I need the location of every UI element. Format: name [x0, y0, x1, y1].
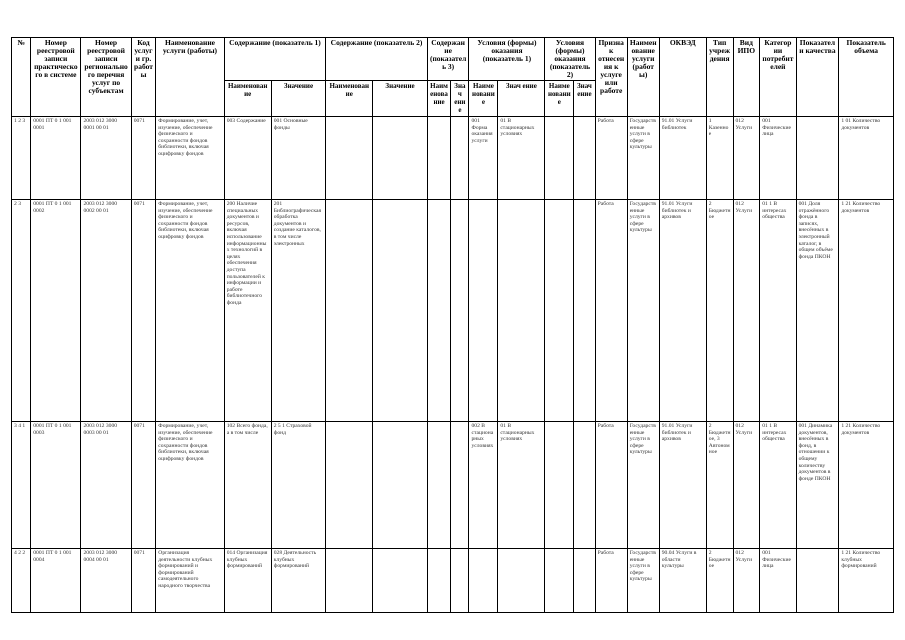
- registry-table: [11, 37, 894, 613]
- cell-okved: Государственные услуги в сфере культуры: [627, 117, 659, 200]
- cell-c2n: [326, 200, 373, 422]
- table-row: [12, 117, 894, 200]
- sub-c1-name: Наименование: [224, 81, 271, 117]
- cell-c2n: [326, 117, 373, 200]
- cell-u1n: 002 В стационарных условиях: [469, 422, 498, 549]
- cell-reg2: 2003 012 3000 0001 00 01: [81, 117, 131, 200]
- cell-c1n: 014 Организация клубных формирований: [224, 549, 271, 613]
- sub-u2-name: Наименование: [545, 81, 574, 117]
- cell-attr: Работа: [595, 422, 627, 549]
- cell-c1v: 2 5 1 Страховой фонд: [271, 422, 326, 549]
- cell-c1v: 201 Библиографическая обработка документов и создание каталогов, в том числе электронных: [271, 200, 326, 422]
- cell-quality: 001 Динамика документов, внесённых в фонд, в отношении к общему количеству документов в фонде ПКОН: [796, 422, 839, 549]
- table-row: [12, 422, 894, 549]
- sub-c3-value: Знач ение: [451, 81, 469, 117]
- table-row: [12, 200, 894, 422]
- cell-kind: 012 Услуги: [733, 117, 760, 200]
- cell-c2n: [326, 549, 373, 613]
- cell-c3v: [451, 422, 469, 549]
- cell-code: 0071: [131, 549, 156, 613]
- cell-type: 2 Бюджетное: [706, 200, 733, 422]
- cell-okved: Государственные услуги в сфере культуры: [627, 549, 659, 613]
- cell-quality: [796, 117, 839, 200]
- cell-attr: Работа: [595, 200, 627, 422]
- col-reg: Номер реестровой записи практического в системе: [31, 38, 81, 117]
- col-attr: Признак отнесения к услуге или работе: [595, 38, 627, 117]
- cell-type: 2 Бюджетное: [706, 549, 733, 613]
- cell-volume: 1 01 Количество документов: [839, 117, 894, 200]
- cell-kind: 012 Услуги: [733, 200, 760, 422]
- cell-service: Организация деятельности клубных формирований и формирований самодеятельного народного творчества: [156, 549, 224, 613]
- cell-c2v: [373, 117, 428, 200]
- cell-u1n: 001 Форма оказания услуги: [469, 117, 498, 200]
- cell-code: 0071: [131, 117, 156, 200]
- col-cond1: Условия (формы) оказания (показатель 1): [469, 38, 545, 81]
- cell-reg2: 2003 012 3000 0002 00 01: [81, 200, 131, 422]
- cell-service: Формирование, учет, изучение, обеспечение физического и сохранности фондов библиотеки, включая оцифровку фондов: [156, 422, 224, 549]
- header-row-1: [12, 38, 894, 81]
- col-content3: Содержание (показатель 3): [427, 38, 469, 81]
- cell-attr: Работа: [595, 117, 627, 200]
- col-kind: Вид ИПО: [733, 38, 760, 117]
- cell-category: 001 Физические лица: [760, 117, 796, 200]
- cell-c1n: 200 Наличие специальных документов и ресурсов, включая использование информационных технологий в целях обеспечения доступа пользователей к информации и работе библиотечного фонда: [224, 200, 271, 422]
- cell-c3n: [427, 422, 451, 549]
- cell-u2n: [545, 549, 574, 613]
- sub-u1-value: Знач ение: [498, 81, 545, 117]
- cell-c2n: [326, 422, 373, 549]
- cell-c2v: [373, 549, 428, 613]
- cell-u2n: [545, 422, 574, 549]
- cell-u1v: 01 В стационарных условиях: [498, 117, 545, 200]
- cell-reg: 0001 ПТ 0 1 001 0002: [31, 200, 81, 422]
- cell-okved2: 91.01 Услуги библиотек и архивов: [659, 422, 706, 549]
- cell-service: Формирование, учет, изучение, обеспечение физического и сохранности фондов библиотеки, включая оцифровку фондов: [156, 117, 224, 200]
- cell-quality: [796, 549, 839, 613]
- cell-okved2: 91.01 Услуги библиотек: [659, 117, 706, 200]
- cell-kind: 012 Услуги: [733, 422, 760, 549]
- cell-reg: 0001 ПТ 0 1 001 0001: [31, 117, 81, 200]
- cell-service: Формирование, учет, изучение, обеспечение физического и сохранности фондов библиотеки, включая оцифровку фондов: [156, 200, 224, 422]
- cell-u2n: [545, 117, 574, 200]
- cell-okved2: 90.04 Услуги в области культуры: [659, 549, 706, 613]
- cell-c3v: [451, 200, 469, 422]
- cell-num: 3 4 1: [12, 422, 31, 549]
- cell-c3n: [427, 549, 451, 613]
- cell-category: 01 1 В интересах общества: [760, 200, 796, 422]
- cell-c3v: [451, 549, 469, 613]
- col-num: №: [12, 38, 31, 117]
- cell-type: 1 Казенное: [706, 117, 733, 200]
- cell-c1n: 102 Всего фонда, а в том числе: [224, 422, 271, 549]
- cell-u2v: [574, 549, 595, 613]
- cell-volume: 1 21 Количество клубных формирований: [839, 549, 894, 613]
- cell-u2n: [545, 200, 574, 422]
- cell-category: 01 1 В интересах общества: [760, 422, 796, 549]
- cell-u1v: [498, 200, 545, 422]
- cell-type: 2 Бюджетное, 3 Автономное: [706, 422, 733, 549]
- cell-u2v: [574, 200, 595, 422]
- cell-okved2: 91.01 Услуги библиотек и архивов: [659, 200, 706, 422]
- cell-u2v: [574, 117, 595, 200]
- sub-u2-value: Знач ение: [574, 81, 595, 117]
- cell-c1v: 028 Деятельность клубных формирований: [271, 549, 326, 613]
- cell-volume: 1 21 Количество документов: [839, 200, 894, 422]
- col-code: Код услуги гр. работы: [131, 38, 156, 117]
- cell-c1v: 001 Основные фонды: [271, 117, 326, 200]
- cell-reg: 0001 ПТ 0 1 001 0004: [31, 549, 81, 613]
- col-content2: Содержание (показатель 2): [326, 38, 428, 81]
- col-quality: Показатели качества: [796, 38, 839, 117]
- cell-category: 001 Физические лица: [760, 549, 796, 613]
- sub-u1-name: Наименование: [469, 81, 498, 117]
- table-row: [12, 549, 894, 613]
- cell-c3n: [427, 117, 451, 200]
- col-service: Наименование услуги (работы): [156, 38, 224, 117]
- sub-c1-value: Значение: [271, 81, 326, 117]
- cell-num: 2 3: [12, 200, 31, 422]
- cell-u1v: [498, 549, 545, 613]
- col-okved2: ОКВЭД: [659, 38, 706, 117]
- cell-code: 0071: [131, 422, 156, 549]
- cell-c2v: [373, 200, 428, 422]
- cell-reg2: 2003 012 3000 0003 00 01: [81, 422, 131, 549]
- cell-quality: 001 Доля отражённого фонда в записях, внесённых в электронный каталог, в общем объёме фонда ПКОН: [796, 200, 839, 422]
- cell-u2v: [574, 422, 595, 549]
- cell-kind: 012 Услуги: [733, 549, 760, 613]
- cell-u1n: [469, 200, 498, 422]
- col-type: Тип учреждения: [706, 38, 733, 117]
- sub-c3-name: Наименование: [427, 81, 451, 117]
- col-reg2: Номер реестровой записи регионального перечня услуг по субъектам: [81, 38, 131, 117]
- cell-u1v: 01 В стационарных условиях: [498, 422, 545, 549]
- cell-num: 1 2 3: [12, 117, 31, 200]
- col-okved: Наименование услуги (работы): [627, 38, 659, 117]
- col-cond2: Условия (формы) оказания (показатель 2): [545, 38, 595, 81]
- cell-u1n: [469, 549, 498, 613]
- col-volume: Показатель объема: [839, 38, 894, 117]
- cell-c3v: [451, 117, 469, 200]
- cell-code: 0071: [131, 200, 156, 422]
- cell-reg: 0001 ПТ 0 1 001 0003: [31, 422, 81, 549]
- cell-okved: Государственные услуги в сфере культуры: [627, 422, 659, 549]
- col-content1: Содержание (показатель 1): [224, 38, 326, 81]
- sub-c2-name: Наименование: [326, 81, 373, 117]
- sub-c2-value: Значение: [373, 81, 428, 117]
- cell-num: 4 2 2: [12, 549, 31, 613]
- cell-attr: Работа: [595, 549, 627, 613]
- cell-c3n: [427, 200, 451, 422]
- cell-volume: 1 21 Количество документов: [839, 422, 894, 549]
- cell-c2v: [373, 422, 428, 549]
- cell-c1n: 003 Содержание: [224, 117, 271, 200]
- cell-reg2: 2003 012 3000 0004 00 01: [81, 549, 131, 613]
- col-category: Категории потребителей: [760, 38, 796, 117]
- cell-okved: Государственные услуги в сфере культуры: [627, 200, 659, 422]
